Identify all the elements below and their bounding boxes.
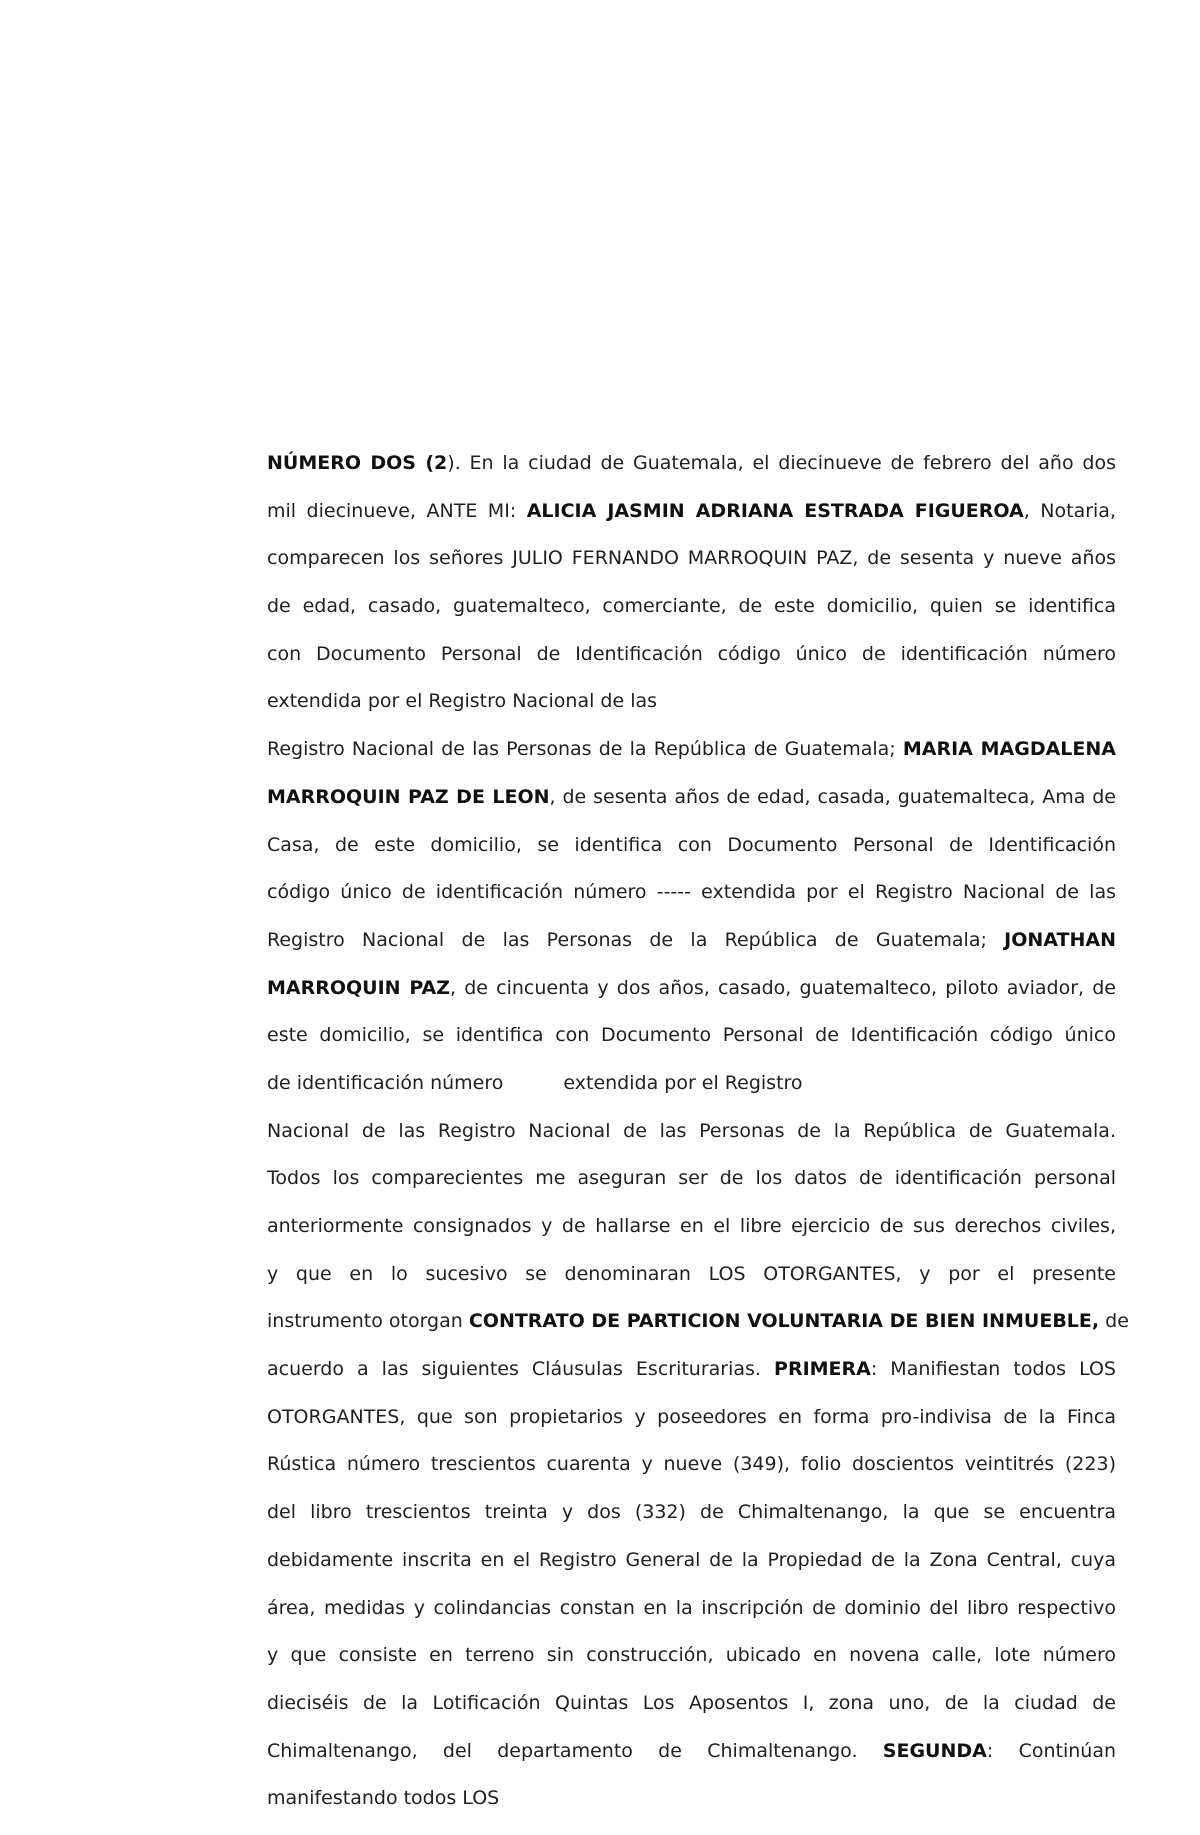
- text-run: mil diecinueve, ANTE MI:: [267, 499, 527, 522]
- text-run: comparecen los señores JULIO FERNANDO MARROQUIN PAZ, de sesenta y nueve años: [267, 547, 1116, 570]
- text-run: y que en lo sucesivo se denominaran LOS OTORGANTES, y por el presente: [267, 1262, 1116, 1285]
- text-line: [267, 1210, 1116, 1258]
- text-run: Nacional de las Registro Nacional de las Personas de la República de Guatemala.: [267, 1119, 1116, 1142]
- text-run: del libro trescientos treinta y dos (332) de Chimaltenango, la que se encuentra: [267, 1501, 1116, 1524]
- text-run: Registro Nacional de las Personas de la República de Guatemala;: [267, 928, 1005, 951]
- text-line: [267, 1305, 1129, 1353]
- text-line: [267, 638, 1116, 686]
- text-run: Todos los comparecientes me aseguran ser de los datos de identificación personal: [267, 1167, 1116, 1190]
- text-run: , de sesenta años de edad, casada, guatemalteca, Ama de: [549, 785, 1116, 808]
- bold-text: MARROQUIN PAZ: [267, 976, 450, 999]
- bold-text: NÚMERO DOS (2: [267, 452, 448, 474]
- text-run: anteriormente consignados y de hallarse en el libre ejercicio de sus derechos civiles,: [267, 1215, 1116, 1237]
- text-run: Rústica número trescientos cuarenta y nueve (349), folio doscientos veintitrés (223): [267, 1453, 1116, 1476]
- text-run: código único de identificación número ----- extendida por el Registro Nacional de las: [267, 881, 1116, 904]
- notarial-deed-body: [267, 447, 1129, 1830]
- text-run: dieciséis de la Lotificación Quintas Los Aposentos I, zona uno, de la ciudad de: [267, 1691, 1116, 1714]
- text-line: [267, 876, 1116, 924]
- text-run: , de cincuenta y dos años, casado, guatemalteco, piloto aviador, de: [450, 976, 1116, 999]
- text-line: [267, 829, 1116, 877]
- bold-text: CONTRATO DE PARTICION VOLUNTARIA DE BIEN INMUEBLE,: [468, 1310, 1100, 1333]
- text-line: [267, 447, 1116, 495]
- text-line: [267, 733, 1116, 781]
- text-run: Chimaltenango, del departamento de Chimaltenango.: [267, 1739, 883, 1762]
- text-run: de edad, casado, guatemalteco, comerciante, de este domicilio, quien se identifica: [267, 595, 1116, 618]
- text-run: Casa, de este domicilio, se identifica con Documento Personal de Identificación: [267, 833, 1116, 856]
- text-run: extendida por el Registro Nacional de las: [267, 690, 658, 713]
- text-run: este domicilio, se identifica con Documento Personal de Identificación código único: [267, 1024, 1116, 1047]
- text-run: de identificación número: [267, 1071, 504, 1094]
- text-line: [267, 1544, 1116, 1592]
- text-run: ). En la ciudad de Guatemala, el diecinueve de febrero del año dos: [447, 452, 1116, 474]
- text-run: con Documento Personal de Identificación código único de identificación número: [267, 642, 1116, 665]
- text-run: acuerdo a las siguientes Cláusulas Escriturarias.: [267, 1358, 775, 1381]
- text-run: manifestando todos LOS: [267, 1787, 500, 1810]
- text-line: [267, 542, 1116, 590]
- text-line: [267, 1353, 1116, 1401]
- text-run: área, medidas y colindancias constan en la inscripción de dominio del libro respectivo: [267, 1596, 1116, 1619]
- bold-text: PRIMERA: [774, 1358, 871, 1381]
- text-run: instrumento otorgan: [267, 1310, 469, 1333]
- text-line: [267, 1067, 1116, 1115]
- text-line: [267, 1592, 1116, 1640]
- bold-text: MARIA MAGDALENA: [902, 738, 1116, 761]
- text-line: [267, 1639, 1116, 1687]
- text-line: [267, 1019, 1116, 1067]
- text-run: de: [1099, 1310, 1129, 1333]
- text-line: [267, 1115, 1116, 1163]
- text-run: : Manifiestan todos LOS: [870, 1358, 1116, 1381]
- bold-text: ALICIA JASMIN ADRIANA ESTRADA FIGUEROA: [526, 499, 1024, 522]
- text-run: y que consiste en terreno sin construcción, ubicado en novena calle, lote número: [267, 1644, 1116, 1667]
- text-run: : Continúan: [986, 1739, 1116, 1762]
- bold-text: MARROQUIN PAZ DE LEON: [267, 785, 550, 808]
- text-line: [267, 1687, 1116, 1735]
- bold-text: SEGUNDA: [882, 1739, 987, 1762]
- text-run: debidamente inscrita en el Registro General de la Propiedad de la Zona Central, cuya: [267, 1548, 1116, 1571]
- text-line: [267, 924, 1116, 972]
- text-run: OTORGANTES, que son propietarios y poseedores en forma pro-indivisa de la Finca: [267, 1405, 1116, 1428]
- text-line: [267, 590, 1116, 638]
- text-line: [267, 781, 1116, 829]
- bold-text: JONATHAN: [1004, 928, 1116, 951]
- text-line: [267, 685, 1116, 733]
- text-line: [267, 1401, 1116, 1449]
- text-line: [267, 972, 1116, 1020]
- text-line: [267, 1258, 1116, 1306]
- text-run: extendida por el Registro: [563, 1071, 803, 1094]
- text-run: , Notaria,: [1023, 499, 1116, 522]
- text-line: [267, 1735, 1116, 1783]
- text-line: [267, 495, 1116, 543]
- text-line: [267, 1782, 1116, 1830]
- text-line: [267, 1448, 1116, 1496]
- text-line: [267, 1496, 1116, 1544]
- text-run: Registro Nacional de las Personas de la República de Guatemala;: [267, 738, 903, 761]
- text-line: [267, 1162, 1116, 1210]
